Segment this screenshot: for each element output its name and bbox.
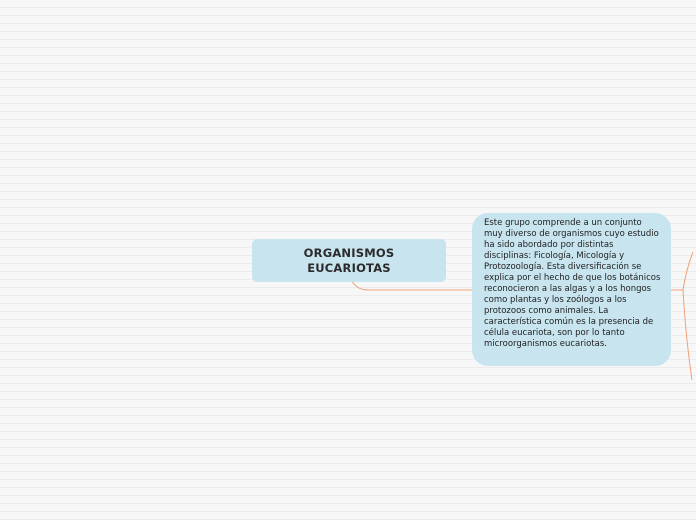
connector-central-to-description <box>352 281 472 290</box>
central-topic-node[interactable] <box>252 239 446 282</box>
branch-line-upper-right <box>683 252 693 290</box>
description-node[interactable] <box>472 213 671 366</box>
description-text: Este grupo comprende a un conjunto muy diverso de organismos cuyo estudio ha sido abordado por distintas disciplinas: Ficología, Micología y Protozoología. Esta diversificación se explica por el hecho de que los botánicos reconocieron a las algas y a los hongos como plantas y los zoólogos a los protozoos como animales. La característica común es la presencia de célula eucariota, son por lo tanto microorganismos eucariotas. <box>484 218 661 349</box>
central-topic-label: ORGANISMOS EUCARIOTAS <box>303 245 395 275</box>
branch-line-lower-right <box>683 290 692 380</box>
